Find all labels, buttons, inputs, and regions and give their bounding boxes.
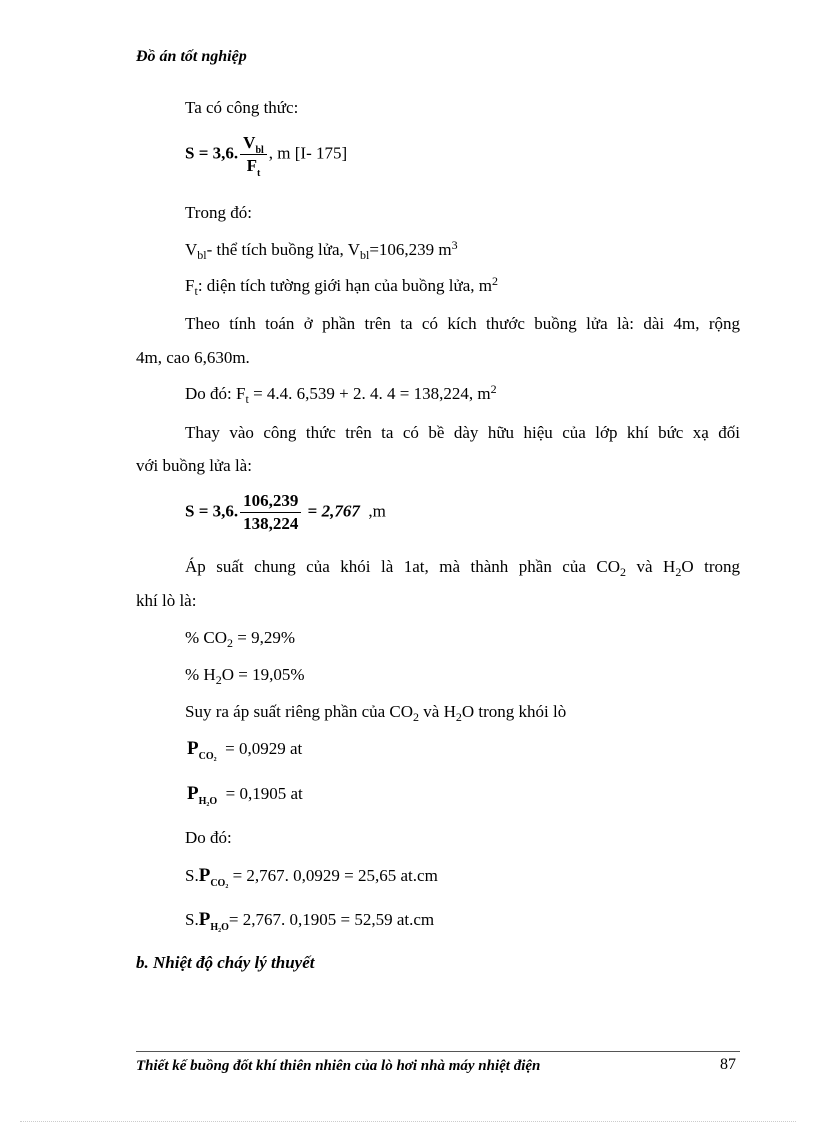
p3-c: O trong bbox=[681, 557, 740, 576]
formula-1-den: F bbox=[246, 156, 257, 175]
where-text: Trong đó: bbox=[185, 203, 252, 222]
paragraph-3-line-2: khí lò là: bbox=[136, 591, 197, 610]
ft-text: : diện tích tường giới hạn của buồng lửa, m bbox=[197, 276, 493, 295]
s-ph2o-line bbox=[185, 909, 434, 931]
paragraph-1-line-1: Theo tính toán ở phần trên ta có kích thước buồng lửa là: dài 4m, rộng bbox=[185, 314, 740, 333]
s-pco2-value: = 2,767. 0,0929 = 25,65 at.cm bbox=[232, 866, 438, 885]
dodo-line bbox=[185, 384, 497, 404]
s-pco2-sub: CO₂ bbox=[210, 878, 229, 889]
s-pco2-symbol: P bbox=[198, 865, 211, 886]
formula-1 bbox=[185, 133, 348, 179]
vbl-sup: 3 bbox=[451, 238, 458, 252]
formula-1-eq: = bbox=[198, 143, 209, 163]
s-pco2-line bbox=[185, 865, 438, 887]
s-ph2o-value: = 2,767. 0,1905 = 52,59 at.cm bbox=[228, 910, 435, 929]
s-ph2o-pre: S. bbox=[185, 910, 199, 929]
ft-definition bbox=[185, 276, 498, 296]
s-ph2o-symbol: P bbox=[198, 909, 211, 930]
page-header: Đồ án tốt nghiệp bbox=[136, 48, 247, 65]
formula-2-result: 2,767 bbox=[321, 501, 360, 521]
ft-sup: 2 bbox=[492, 274, 499, 288]
p3-sub-1: 2 bbox=[620, 565, 627, 579]
page-bottom-dotted-line bbox=[20, 1121, 796, 1122]
partial-pressure-intro bbox=[185, 702, 566, 722]
formula-1-num-sub: bl bbox=[255, 145, 264, 156]
formula-1-ref: [I- 175] bbox=[294, 143, 348, 163]
partial-sub-2: 2 bbox=[455, 710, 462, 724]
vbl-symbol: V bbox=[185, 240, 198, 259]
formula-2-lhs: S bbox=[185, 501, 195, 521]
partial-a: Suy ra áp suất riêng phần của CO bbox=[185, 702, 414, 721]
paragraph-2-line-1: Thay vào công thức trên ta có bề dày hữu hiệu của lớp khí bức xạ đối bbox=[185, 423, 740, 442]
paragraph-2-line-2: với buồng lửa là: bbox=[136, 456, 252, 475]
formula-2-unit: ,m bbox=[368, 501, 386, 521]
formula-1-unit: , m bbox=[268, 143, 291, 163]
formula-1-num: V bbox=[243, 133, 256, 152]
page-number: 87 bbox=[720, 1056, 736, 1073]
dodo-sup: 2 bbox=[490, 382, 497, 396]
p3-a: Áp suất chung của khói là 1at, mà thành phần của CO bbox=[185, 557, 621, 576]
vbl-text: - thể tích buồng lửa, V bbox=[206, 240, 360, 259]
section-b-heading: b. Nhiệt độ cháy lý thuyết bbox=[136, 953, 315, 972]
formula-1-coef: 3,6. bbox=[212, 143, 239, 163]
ft-symbol: F bbox=[185, 276, 195, 295]
ft-sub: t bbox=[194, 284, 198, 298]
h2o-pct-b: O = 19,05% bbox=[221, 665, 305, 684]
partial-c: O trong khói lò bbox=[461, 702, 567, 721]
formula-1-lhs: S bbox=[185, 143, 195, 163]
partial-sub-1: 2 bbox=[413, 710, 420, 724]
pco2-value bbox=[187, 738, 302, 760]
formula-2 bbox=[185, 491, 386, 534]
paragraph-3-line-1 bbox=[185, 557, 740, 577]
h2o-pct-sub: 2 bbox=[215, 673, 222, 687]
s-ph2o-sub: H₂O bbox=[210, 922, 229, 933]
pco2-sub: CO₂ bbox=[198, 751, 217, 762]
vbl-definition bbox=[185, 240, 458, 260]
intro-text: Ta có công thức: bbox=[185, 98, 299, 117]
footer-title: Thiết kế buồng đốt khí thiên nhiên của lò hơi nhà máy nhiệt điện bbox=[136, 1058, 541, 1074]
co2-percentage bbox=[185, 628, 295, 648]
footer-divider bbox=[136, 1051, 740, 1052]
paragraph-1-line-2: 4m, cao 6,630m. bbox=[136, 348, 250, 367]
vbl-sub-2: bl bbox=[360, 248, 370, 262]
dodo-sub: t bbox=[245, 392, 249, 406]
vbl-value: =106,239 m bbox=[369, 240, 452, 259]
partial-b: và H bbox=[419, 702, 456, 721]
formula-2-eq: = bbox=[198, 501, 209, 521]
ph2o-value bbox=[187, 783, 303, 805]
p3-b: và H bbox=[626, 557, 676, 576]
pco2-number: = 0,0929 at bbox=[225, 739, 303, 758]
co2-pct-a: % CO bbox=[185, 628, 228, 647]
h2o-pct-a: % H bbox=[185, 665, 216, 684]
dodo-2-text: Do đó: bbox=[185, 828, 232, 847]
formula-2-den: 138,224 bbox=[243, 514, 299, 533]
vbl-sub: bl bbox=[197, 248, 207, 262]
formula-2-result-eq: = bbox=[307, 501, 318, 521]
ph2o-number: = 0,1905 at bbox=[225, 784, 303, 803]
dodo-pre: Do đó: F bbox=[185, 384, 246, 403]
formula-2-coef: 3,6. bbox=[212, 501, 239, 521]
ph2o-symbol: P bbox=[187, 783, 199, 804]
dodo-rest: = 4.4. 6,539 + 2. 4. 4 = 138,224, m bbox=[248, 384, 491, 403]
h2o-percentage bbox=[185, 665, 304, 685]
ph2o-sub: H₂O bbox=[198, 796, 218, 807]
p3-sub-2: 2 bbox=[675, 565, 682, 579]
s-pco2-pre: S. bbox=[185, 866, 199, 885]
formula-2-num: 106,239 bbox=[240, 491, 301, 513]
formula-1-fraction bbox=[240, 133, 267, 179]
pco2-symbol: P bbox=[187, 738, 199, 759]
formula-2-fraction bbox=[240, 491, 301, 534]
co2-pct-sub: 2 bbox=[227, 636, 234, 650]
formula-1-den-sub: t bbox=[256, 168, 261, 179]
co2-pct-b: = 9,29% bbox=[233, 628, 296, 647]
